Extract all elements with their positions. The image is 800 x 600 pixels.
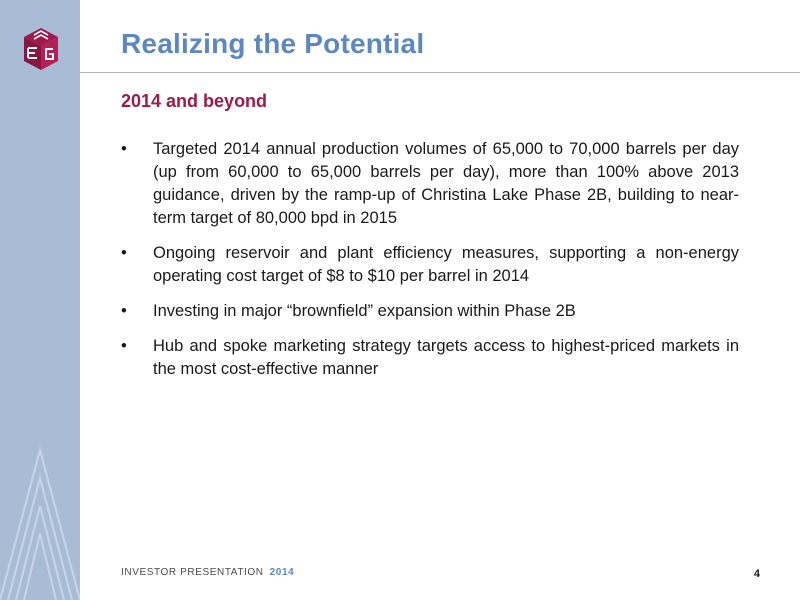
page-number: 4 (753, 568, 760, 580)
bullet-marker: • (121, 244, 127, 262)
sidebar (0, 0, 80, 600)
bullet-marker: • (121, 140, 127, 158)
slide-subtitle: 2014 and beyond (121, 91, 268, 111)
bullet-text: Targeted 2014 annual production volumes of 65,000 to 70,000 barrels per day (up from 60,000 to 65,000 barrels per day), more than 100% above 2013 guidance, driven by the ramp-up of Christina Lake Phase 2B, building to near-term target of 80,000 bpd in 2015 (153, 140, 739, 227)
bullet-text: Investing in major “brownfield” expansion within Phase 2B (153, 302, 576, 320)
bullet-item (121, 138, 739, 230)
company-logo-icon (22, 26, 60, 72)
bullet-list (121, 138, 739, 393)
bullet-text: Hub and spoke marketing strategy targets access to highest-priced markets in the most cost-effective manner (153, 337, 739, 378)
footer (121, 567, 294, 578)
bullet-marker: • (121, 337, 127, 355)
title-divider (80, 72, 800, 73)
footer-label: INVESTOR PRESENTATION (121, 567, 264, 578)
bullet-text: Ongoing reservoir and plant efficiency measures, supporting a non-energy operating cost target of $8 to $10 per barrel in 2014 (153, 244, 739, 285)
sidebar-watermark-icon (0, 430, 80, 600)
bullet-item (121, 300, 739, 323)
bullet-item (121, 335, 739, 381)
bullet-marker: • (121, 302, 127, 320)
slide-title: Realizing the Potential (121, 28, 425, 59)
footer-year: 2014 (269, 567, 295, 578)
bullet-item (121, 242, 739, 288)
